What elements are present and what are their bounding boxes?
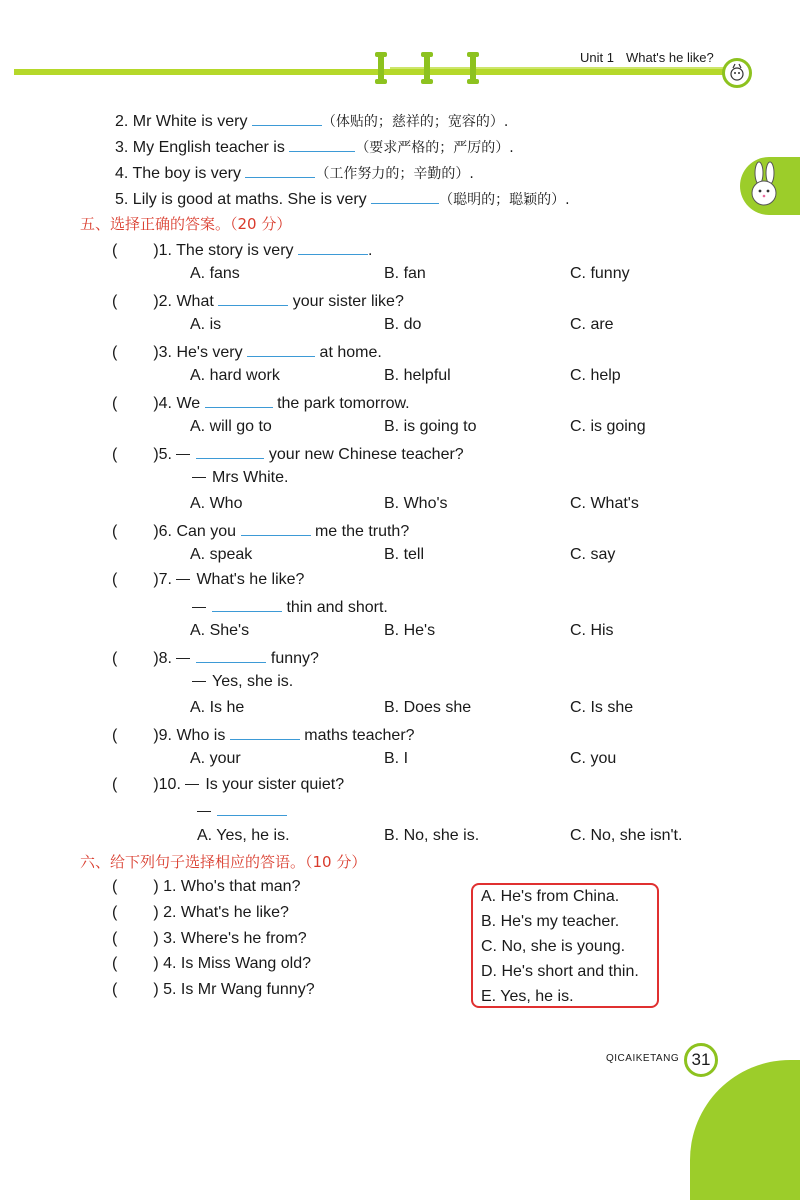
item-number: 2. [115, 113, 129, 130]
question-number: )5. [153, 446, 172, 463]
answer-blank[interactable] [371, 189, 439, 204]
answer-blank[interactable] [247, 342, 315, 357]
answer-choice[interactable]: D. He's short and thin. [481, 963, 639, 980]
question-text: What's he like? [180, 904, 289, 921]
question-number: )2. [153, 293, 172, 310]
page-number: 31 [684, 1043, 718, 1077]
option-b[interactable]: B. No, she is. [384, 827, 480, 844]
answer-choice[interactable]: A. He's from China. [481, 888, 620, 905]
option-b[interactable]: B. is going to [384, 418, 477, 435]
answer-choice[interactable]: C. No, she is young. [481, 938, 626, 955]
option-b[interactable]: B. fan [384, 265, 426, 282]
answer-blank[interactable] [196, 444, 264, 459]
question-number: )9. [153, 727, 172, 744]
dialogue-dash [176, 579, 190, 580]
dialogue-dash [176, 658, 190, 659]
item-text: The boy is very [132, 165, 241, 182]
question-text: The story is very [176, 242, 294, 259]
answer-blank[interactable] [218, 291, 288, 306]
option-c[interactable]: C. Is she [570, 699, 634, 716]
question-5-reply [192, 469, 288, 487]
question-number: ) 4. [153, 955, 177, 972]
dialogue-dash [192, 681, 206, 682]
answer-paren[interactable]: ( [112, 930, 118, 947]
question-7 [112, 571, 304, 589]
binder-pin-icon [424, 52, 430, 84]
question-3 [112, 342, 382, 362]
fill-in-item-3 [115, 137, 514, 157]
fill-in-item-2 [115, 111, 508, 131]
option-a[interactable]: A. your [190, 750, 241, 767]
bunny-icon [744, 161, 784, 211]
question-text: We [176, 395, 201, 412]
question-number: )10. [153, 776, 181, 793]
answer-blank[interactable] [196, 648, 266, 663]
question-number: ) 1. [153, 878, 177, 895]
question-number: ) 3. [153, 930, 177, 947]
answer-paren[interactable]: ( [112, 904, 118, 921]
question-number: )8. [153, 650, 172, 667]
question-text-end: . [367, 242, 373, 259]
question-text-end: the park tomorrow. [277, 395, 410, 412]
option-c[interactable]: C. you [570, 750, 617, 767]
option-c[interactable]: C. say [570, 546, 616, 563]
question-10 [112, 776, 344, 794]
answer-blank[interactable] [252, 111, 322, 126]
option-b[interactable]: B. helpful [384, 367, 451, 384]
question-text: What [176, 293, 214, 310]
option-a[interactable]: A. Yes, he is. [197, 827, 290, 844]
option-b[interactable]: B. I [384, 750, 409, 767]
question-text: Who is [176, 727, 226, 744]
question-8 [112, 648, 319, 668]
dialogue-text: What's he like? [196, 571, 305, 588]
question-9 [112, 725, 415, 745]
option-a[interactable]: A. will go to [190, 418, 272, 435]
option-a[interactable]: A. Who [190, 495, 243, 512]
option-c[interactable]: C. What's [570, 495, 639, 512]
answer-paren[interactable]: ( [112, 878, 118, 895]
question-number: )4. [153, 395, 172, 412]
binder-pin-icon [470, 52, 476, 84]
question-6 [112, 521, 409, 541]
dialogue-text: thin and short. [286, 599, 388, 616]
question-4 [112, 393, 410, 413]
question-text: Who's that man? [180, 878, 301, 895]
question-text-end: your sister like? [292, 293, 404, 310]
answer-blank[interactable] [298, 240, 368, 255]
question-text: Is Mr Wang funny? [180, 981, 315, 998]
footer-brand: QICAIKETANG [606, 1053, 680, 1064]
item-text: Mr White is very [132, 113, 248, 130]
option-a[interactable]: A. hard work [190, 367, 280, 384]
match-question-4 [112, 955, 311, 973]
option-c[interactable]: C. funny [570, 265, 630, 282]
question-7-reply [192, 597, 388, 617]
question-1 [112, 240, 372, 260]
answer-blank[interactable] [230, 725, 300, 740]
match-question-2 [112, 904, 289, 922]
answer-paren[interactable]: ( [112, 981, 118, 998]
question-text-end: maths teacher? [304, 727, 415, 744]
item-number: 4. [115, 165, 129, 182]
answer-paren[interactable]: ( [112, 523, 118, 540]
question-text-end: your new Chinese teacher? [268, 446, 464, 463]
question-text: Where's he from? [180, 930, 307, 947]
dialogue-text: Yes, she is. [212, 673, 294, 690]
binder-pin-icon [378, 52, 384, 84]
answer-paren[interactable]: ( [112, 955, 118, 972]
question-number: )7. [153, 571, 172, 588]
answer-paren[interactable]: ( [112, 571, 118, 588]
dialogue-dash [192, 607, 206, 608]
section-title-6: 六、给下列句子选择相应的答语。（10 分） [80, 853, 367, 871]
mascot-logo-icon [722, 58, 752, 88]
question-number: ) 5. [153, 981, 177, 998]
item-hint: （工作努力的；辛勤的）. [315, 166, 474, 182]
unit-subtitle: What's he like? [625, 50, 714, 65]
item-hint: （体贴的；慈祥的；宽容的）. [321, 114, 509, 130]
answer-choice[interactable]: E. Yes, he is. [481, 988, 574, 1005]
unit-number: Unit 1 [580, 50, 614, 65]
fill-in-item-5 [115, 189, 570, 209]
answer-paren[interactable]: ( [112, 344, 118, 361]
answer-choices-box [471, 883, 659, 1008]
answer-paren[interactable]: ( [112, 395, 118, 412]
question-10-reply [197, 801, 287, 821]
dialogue-text: Mrs White. [212, 469, 289, 486]
option-c[interactable]: C. are [570, 316, 614, 333]
answer-paren[interactable]: ( [112, 727, 118, 744]
option-c[interactable]: C. His [570, 622, 614, 639]
option-c[interactable]: C. No, she isn't. [570, 827, 683, 844]
item-hint: （聪明的；聪颖的）. [439, 192, 570, 208]
unit-title [580, 50, 714, 65]
option-b[interactable]: B. do [384, 316, 422, 333]
question-text: Can you [176, 523, 237, 540]
item-number: 3. [115, 139, 129, 156]
question-text-end: me the truth? [314, 523, 410, 540]
question-text: Is Miss Wang old? [180, 955, 312, 972]
corner-decoration [690, 1060, 800, 1200]
option-b[interactable]: B. He's [384, 622, 436, 639]
question-number: )3. [153, 344, 172, 361]
dialogue-dash [197, 811, 211, 812]
answer-blank[interactable] [205, 393, 273, 408]
option-c[interactable]: C. help [570, 367, 621, 384]
option-a[interactable]: A. fans [190, 265, 240, 282]
question-text-end: at home. [319, 344, 382, 361]
dialogue-dash [192, 477, 206, 478]
item-number: 5. [115, 191, 129, 208]
dialogue-dash [185, 784, 199, 785]
side-tab [740, 157, 800, 215]
item-text: Lily is good at maths. She is very [132, 191, 367, 208]
section-title-5: 五、选择正确的答案。（20 分） [80, 215, 292, 233]
question-text: He's very [176, 344, 243, 361]
answer-paren[interactable]: ( [112, 446, 118, 463]
answer-blank[interactable] [289, 137, 355, 152]
answer-paren[interactable]: ( [112, 650, 118, 667]
match-question-3 [112, 930, 307, 948]
question-number: ) 2. [153, 904, 177, 921]
question-number: )6. [153, 523, 172, 540]
answer-paren[interactable]: ( [112, 776, 118, 793]
question-text-end: funny? [270, 650, 319, 667]
answer-choice[interactable]: B. He's my teacher. [481, 913, 620, 930]
option-a[interactable]: A. She's [190, 622, 250, 639]
fill-in-item-4 [115, 163, 474, 183]
answer-blank[interactable] [212, 597, 282, 612]
answer-blank[interactable] [245, 163, 315, 178]
question-8-reply [192, 673, 293, 691]
answer-paren[interactable]: ( [112, 293, 118, 310]
dialogue-dash [176, 454, 190, 455]
answer-blank[interactable] [241, 521, 311, 536]
question-number: )1. [153, 242, 172, 259]
question-5 [112, 444, 464, 464]
dialogue-text: Is your sister quiet? [205, 776, 345, 793]
option-a[interactable]: A. is [190, 316, 222, 333]
option-b[interactable]: B. Who's [384, 495, 448, 512]
question-2 [112, 291, 404, 311]
item-text: My English teacher is [132, 139, 285, 156]
item-hint: （要求严格的；严厉的）. [355, 140, 514, 156]
option-a[interactable]: A. speak [190, 546, 253, 563]
option-c[interactable]: C. is going [570, 418, 646, 435]
match-question-1 [112, 878, 300, 896]
option-a[interactable]: A. Is he [190, 699, 245, 716]
answer-paren[interactable]: ( [112, 242, 118, 259]
option-b[interactable]: B. tell [384, 546, 425, 563]
option-b[interactable]: B. Does she [384, 699, 472, 716]
answer-blank[interactable] [217, 801, 287, 816]
match-question-5 [112, 981, 315, 999]
